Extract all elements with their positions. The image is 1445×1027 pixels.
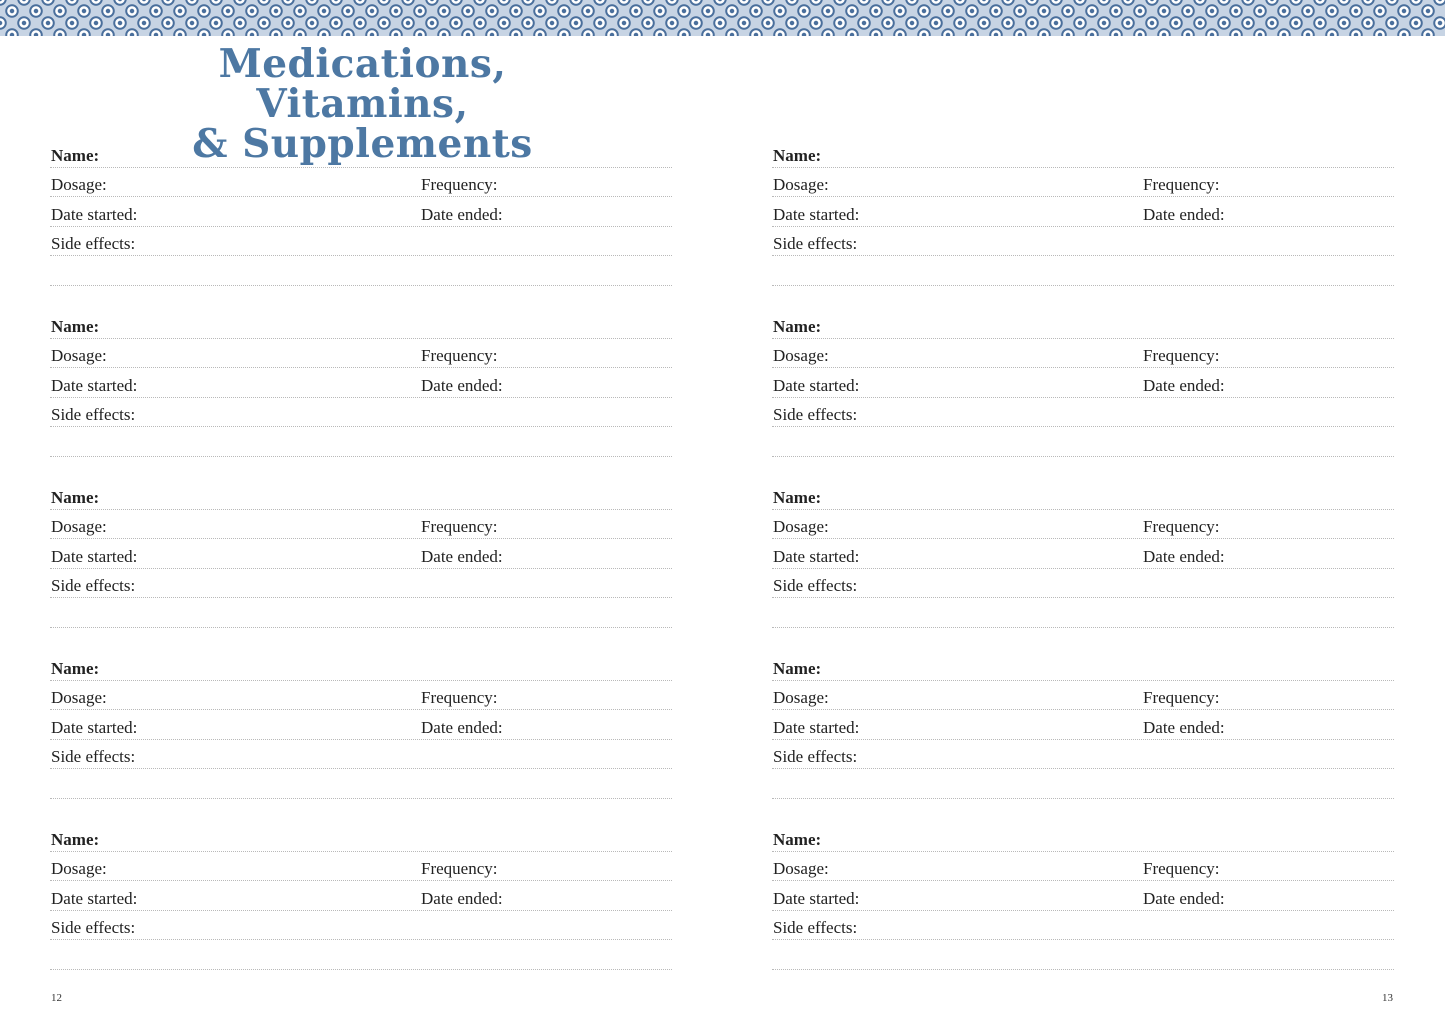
side-effects-label: Side effects: xyxy=(51,576,136,596)
medication-entry xyxy=(772,309,1394,457)
dosage-frequency-field[interactable] xyxy=(50,168,672,198)
side-effects-field[interactable] xyxy=(772,569,1394,599)
dosage-label: Dosage: xyxy=(773,175,829,195)
side-effects-label: Side effects: xyxy=(51,918,136,938)
dosage-frequency-field[interactable] xyxy=(50,852,672,882)
name-label: Name: xyxy=(773,487,822,507)
name-field[interactable] xyxy=(772,480,1394,510)
side-effects-label: Side effects: xyxy=(773,234,858,254)
side-effects-blank-line[interactable] xyxy=(50,769,672,799)
date-started-label: Date started: xyxy=(51,888,138,908)
dates-field[interactable] xyxy=(50,539,672,569)
name-label: Name: xyxy=(773,145,822,165)
side-effects-field[interactable] xyxy=(50,740,672,770)
name-field[interactable] xyxy=(772,309,1394,339)
name-label: Name: xyxy=(51,829,100,849)
date-started-label: Date started: xyxy=(51,717,138,737)
dosage-label: Dosage: xyxy=(51,346,107,366)
dosage-frequency-field[interactable] xyxy=(772,168,1394,198)
side-effects-blank-line[interactable] xyxy=(772,598,1394,628)
dosage-frequency-field[interactable] xyxy=(50,681,672,711)
medication-entry xyxy=(772,651,1394,799)
medication-entry xyxy=(772,138,1394,286)
name-label: Name: xyxy=(51,316,100,336)
name-field[interactable] xyxy=(50,480,672,510)
date-ended-label: Date ended: xyxy=(421,375,503,395)
name-field[interactable] xyxy=(772,138,1394,168)
medication-entry xyxy=(50,309,672,457)
name-field[interactable] xyxy=(772,822,1394,852)
date-started-label: Date started: xyxy=(773,888,860,908)
side-effects-blank-line[interactable] xyxy=(772,769,1394,799)
name-label: Name: xyxy=(51,145,100,165)
frequency-label: Frequency: xyxy=(421,175,498,195)
side-effects-blank-line[interactable] xyxy=(50,598,672,628)
side-effects-label: Side effects: xyxy=(773,405,858,425)
name-field[interactable] xyxy=(50,822,672,852)
dates-field[interactable] xyxy=(772,539,1394,569)
frequency-label: Frequency: xyxy=(1143,346,1220,366)
name-label: Name: xyxy=(51,658,100,678)
date-ended-label: Date ended: xyxy=(421,546,503,566)
name-field[interactable] xyxy=(50,309,672,339)
name-field[interactable] xyxy=(50,138,672,168)
frequency-label: Frequency: xyxy=(1143,688,1220,708)
page-number-left: 12 xyxy=(51,992,62,1004)
side-effects-label: Side effects: xyxy=(773,747,858,767)
date-started-label: Date started: xyxy=(773,204,860,224)
dosage-frequency-field[interactable] xyxy=(772,510,1394,540)
dosage-label: Dosage: xyxy=(773,859,829,879)
side-effects-blank-line[interactable] xyxy=(772,427,1394,457)
title-line-2: & Supplements xyxy=(192,121,533,167)
dosage-frequency-field[interactable] xyxy=(50,339,672,369)
name-label: Name: xyxy=(773,829,822,849)
name-label: Name: xyxy=(773,658,822,678)
side-effects-label: Side effects: xyxy=(773,576,858,596)
date-started-label: Date started: xyxy=(51,375,138,395)
dates-field[interactable] xyxy=(772,881,1394,911)
side-effects-label: Side effects: xyxy=(51,234,136,254)
dosage-label: Dosage: xyxy=(51,175,107,195)
frequency-label: Frequency: xyxy=(1143,859,1220,879)
dosage-label: Dosage: xyxy=(773,517,829,537)
side-effects-field[interactable] xyxy=(772,398,1394,428)
side-effects-blank-line[interactable] xyxy=(50,940,672,970)
dosage-frequency-field[interactable] xyxy=(50,510,672,540)
frequency-label: Frequency: xyxy=(1143,175,1220,195)
name-field[interactable] xyxy=(772,651,1394,681)
side-effects-field[interactable] xyxy=(50,227,672,257)
side-effects-blank-line[interactable] xyxy=(50,256,672,286)
medication-entry xyxy=(50,651,672,799)
side-effects-field[interactable] xyxy=(50,911,672,941)
dates-field[interactable] xyxy=(772,368,1394,398)
date-ended-label: Date ended: xyxy=(1143,546,1225,566)
date-started-label: Date started: xyxy=(51,204,138,224)
date-started-label: Date started: xyxy=(773,375,860,395)
date-ended-label: Date ended: xyxy=(421,204,503,224)
dates-field[interactable] xyxy=(50,197,672,227)
dosage-label: Dosage: xyxy=(773,346,829,366)
dosage-frequency-field[interactable] xyxy=(772,852,1394,882)
decorative-pattern-band xyxy=(0,0,1445,36)
dosage-label: Dosage: xyxy=(51,688,107,708)
name-label: Name: xyxy=(773,316,822,336)
title-line-1: Medications, Vitamins, xyxy=(218,41,507,127)
frequency-label: Frequency: xyxy=(421,859,498,879)
date-started-label: Date started: xyxy=(773,717,860,737)
frequency-label: Frequency: xyxy=(421,517,498,537)
side-effects-field[interactable] xyxy=(50,398,672,428)
side-effects-field[interactable] xyxy=(772,740,1394,770)
side-effects-field[interactable] xyxy=(772,911,1394,941)
frequency-label: Frequency: xyxy=(1143,517,1220,537)
page-number-right: 13 xyxy=(1382,992,1393,1004)
date-ended-label: Date ended: xyxy=(1143,717,1225,737)
medication-entry xyxy=(50,480,672,628)
side-effects-blank-line[interactable] xyxy=(772,940,1394,970)
dates-field[interactable] xyxy=(50,881,672,911)
side-effects-blank-line[interactable] xyxy=(772,256,1394,286)
frequency-label: Frequency: xyxy=(421,688,498,708)
name-label: Name: xyxy=(51,487,100,507)
date-ended-label: Date ended: xyxy=(1143,888,1225,908)
date-started-label: Date started: xyxy=(773,546,860,566)
dates-field[interactable] xyxy=(772,710,1394,740)
side-effects-field[interactable] xyxy=(772,227,1394,257)
date-ended-label: Date ended: xyxy=(1143,375,1225,395)
side-effects-field[interactable] xyxy=(50,569,672,599)
dosage-frequency-field[interactable] xyxy=(772,339,1394,369)
medication-entry xyxy=(50,138,672,286)
medication-entry xyxy=(772,480,1394,628)
dates-field[interactable] xyxy=(772,197,1394,227)
date-started-label: Date started: xyxy=(51,546,138,566)
name-field[interactable] xyxy=(50,651,672,681)
dates-field[interactable] xyxy=(50,710,672,740)
side-effects-label: Side effects: xyxy=(51,747,136,767)
side-effects-label: Side effects: xyxy=(51,405,136,425)
medication-entry xyxy=(772,822,1394,970)
dosage-frequency-field[interactable] xyxy=(772,681,1394,711)
medication-entry xyxy=(50,822,672,970)
date-ended-label: Date ended: xyxy=(421,888,503,908)
side-effects-label: Side effects: xyxy=(773,918,858,938)
side-effects-blank-line[interactable] xyxy=(50,427,672,457)
dates-field[interactable] xyxy=(50,368,672,398)
date-ended-label: Date ended: xyxy=(1143,204,1225,224)
frequency-label: Frequency: xyxy=(421,346,498,366)
dosage-label: Dosage: xyxy=(773,688,829,708)
date-ended-label: Date ended: xyxy=(421,717,503,737)
dosage-label: Dosage: xyxy=(51,517,107,537)
dosage-label: Dosage: xyxy=(51,859,107,879)
